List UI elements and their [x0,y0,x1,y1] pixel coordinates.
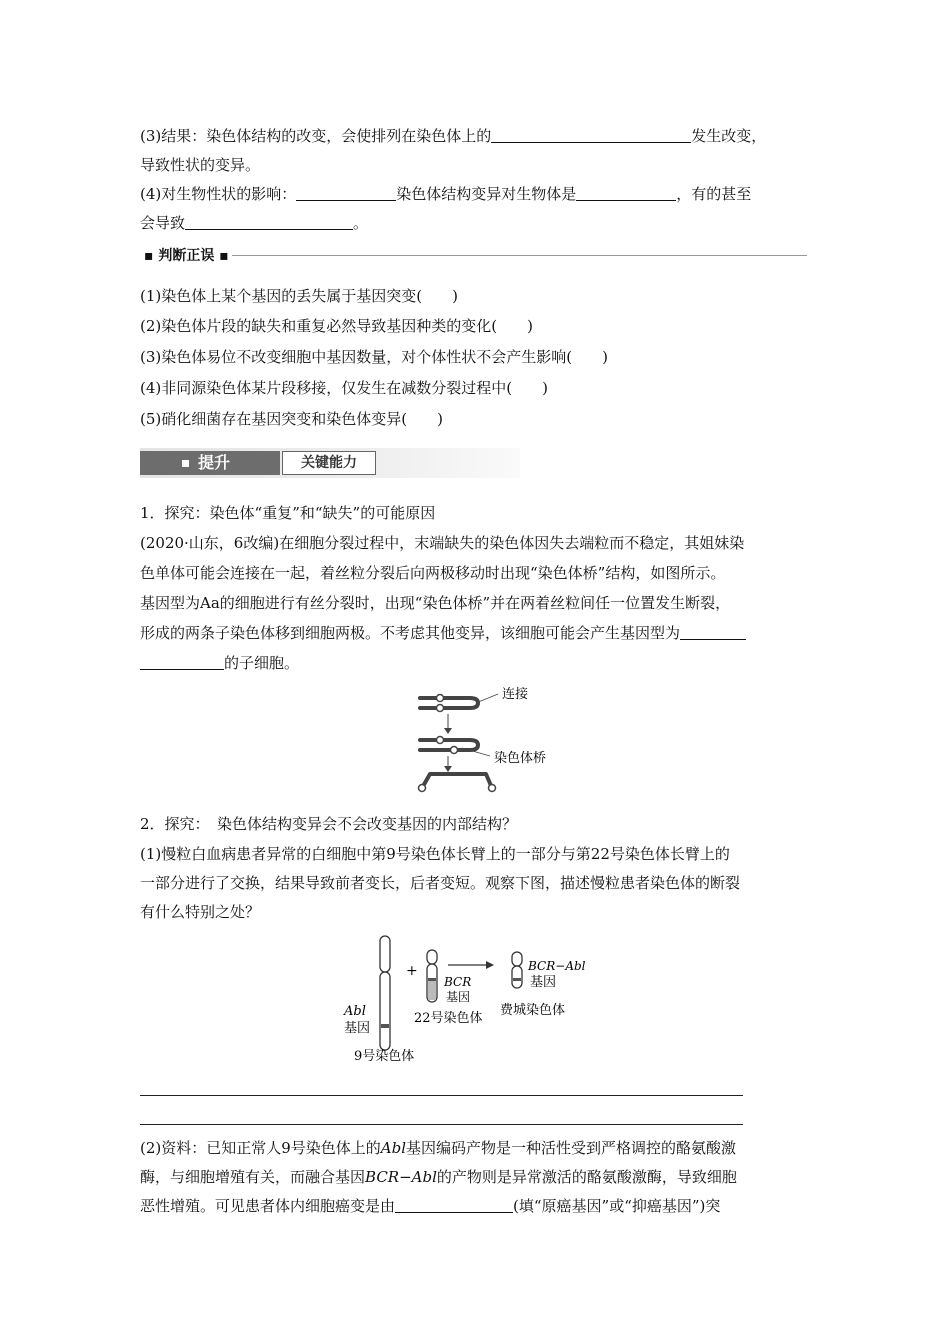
answer-blank[interactable] [395,1197,513,1213]
effect-line-2 [140,213,368,233]
q1-title: 1．探究：染色体“重复”和“缺失”的可能原因 [140,504,436,522]
label-fusion-gene: 基因 [530,975,557,990]
label-abl-gene: 基因 [344,1021,371,1036]
q2-part2-line-2 [140,1167,737,1187]
judge-item: (1)染色体上某个基因的丢失属于基因突变( ) [140,287,458,305]
judge-heading [140,246,810,266]
q1-line: 色单体可能会连接在一起，着丝粒分裂后向两极移动时出现“染色体桥”结构，如图所示。 [140,564,726,582]
q2-line: (1)慢粒白血病患者异常的白细胞中第9号染色体长臂上的一部分与第22号染色体长臂上的 [140,845,730,863]
connecting-chromatids [420,694,498,712]
q2-line: 一部分进行了交换，结果导致前者变长，后者变短。观察下图，描述慢粒患者染色体的断裂 [140,874,741,892]
section-title: 提升 [198,453,231,472]
result-line-1 [140,126,766,146]
q1-line: 基因型为Aa的细胞进行有丝分裂时，出现“染色体桥”并在两着丝粒间任一位置发生断裂， [140,594,731,612]
q2-part2-text: 恶性增殖。可见患者体内细胞癌变是由 [140,1197,396,1215]
effect-text-d: 会导致 [140,214,186,232]
q2-part2-text: 的产物则是异常激活的酪氨酸激酶，导致细胞 [436,1168,737,1186]
q2-title: 2．探究： 染色体结构变异会不会改变基因的内部结构？ [140,815,518,833]
result-text-a: (3)结果：染色体结构的改变，会使排列在染色体上的 [140,127,492,145]
effect-text-c: ，有的甚至 [676,185,752,203]
judge-item: (4)非同源染色体某片段移接，仅发生在减数分裂过程中( ) [140,379,548,397]
effect-text-a: (4)对生物性状的影响： [140,185,297,203]
abl-term: Abl [380,1139,407,1157]
separating-bridge [419,774,496,792]
label-bridge: 染色体桥 [494,751,547,766]
divider [232,255,807,256]
chromosome-9 [380,936,390,1050]
answer-blank[interactable] [576,185,676,201]
judge-item: (3)染色体易位不改变细胞中基因数量，对个体性状不会产生影响( ) [140,348,608,366]
label-chr22: 22号染色体 [414,1011,483,1026]
q2-part2-text: (填“原癌基因”或“抑癌基因”)突 [513,1197,721,1215]
section-tab: 关键能力 [282,451,376,475]
label-philadelphia: 费城染色体 [500,1003,566,1018]
q2-part2-text: 基因编码产物是一种活性受到严格调控的酪氨酸激 [406,1139,737,1157]
answer-blank[interactable] [296,185,396,201]
result-text-b: 发生改变， [691,127,767,145]
judge-heading-text: 判断正误 [158,248,215,264]
bridge-chromatids [420,737,490,757]
answer-blank[interactable] [140,654,224,670]
answer-line[interactable] [140,1095,743,1096]
judge-heading-label: ▪ 判断正误 ▪ [144,248,229,264]
q2-part2-line-3 [140,1196,720,1216]
q1-line: (2020·山东，6改编)在细胞分裂过程中，末端缺失的染色体因失去端粒而不稳定，其姐妹染 [140,534,745,552]
effect-text-b: 染色体结构变异对生物体是 [396,185,577,203]
answer-blank[interactable] [491,127,691,143]
effect-line-1 [140,184,751,204]
label-abl: Abl [344,1004,366,1019]
fusion-term: BCR−Abl [365,1168,437,1186]
answer-blank[interactable] [185,214,353,230]
arrow-down-icon [444,766,452,772]
label-chr9: 9号染色体 [354,1049,415,1064]
label-connect: 连接 [502,687,529,702]
section-banner [140,448,520,478]
philadelphia-labels [490,930,620,1030]
q1-line-5 [140,653,299,673]
q2-part2-text: (2)资料：已知正常人9号染色体上的 [140,1139,381,1157]
ph-short-arm [512,952,522,966]
arrow-down-icon [444,728,452,734]
judge-item: (2)染色体片段的缺失和重复必然导致基因种类的变化( ) [140,317,533,335]
q2-part2-text: 酶，与细胞增殖有关，而融合基因 [140,1168,366,1186]
label-bcr: BCR [444,975,472,989]
q1-line-text: 形成的两条子染色体移到细胞两极。不考虑其他变异，该细胞可能会产生基因型为 [140,624,681,642]
q2-part2-line-1 [140,1138,736,1158]
q2-line: 有什么特别之处？ [140,903,261,921]
judge-item: (5)硝化细菌存在基因突变和染色体变异( ) [140,410,443,428]
q1-suffix: 的子细胞。 [224,654,300,672]
section-title-block [140,451,280,475]
answer-line[interactable] [140,1124,743,1125]
ph-band [513,978,521,981]
label-bcr-gene: 基因 [446,990,471,1004]
chromosome-bridge-figure [412,684,592,794]
result-line-2: 导致性状的变异。 [140,156,261,174]
label-fusion: BCR−Abl [528,959,586,973]
answer-blank[interactable] [680,624,746,640]
square-icon [182,460,189,467]
effect-text-e: 。 [353,214,369,232]
chromosome-22 [427,950,437,1002]
plus-sign: + [406,963,418,979]
ph-long-arm [512,966,522,988]
q1-line-4 [140,623,746,643]
